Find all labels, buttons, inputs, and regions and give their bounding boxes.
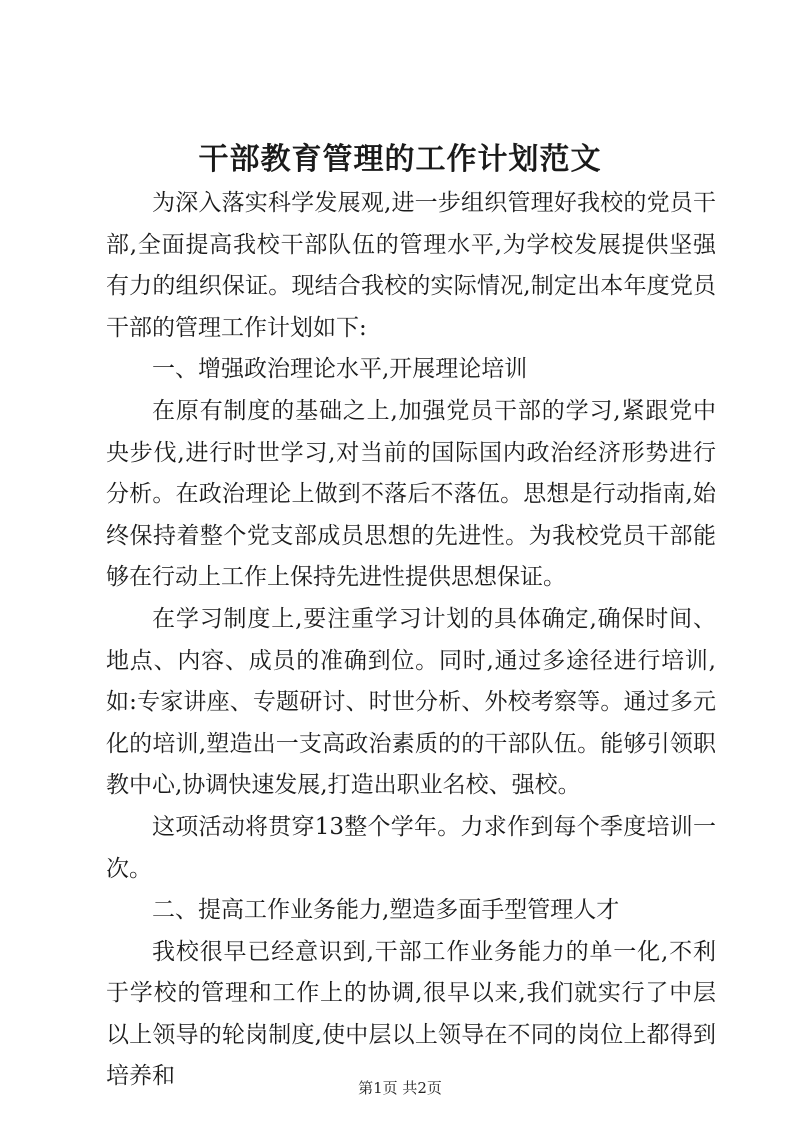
paragraph-activity-schedule: 这项活动将贯穿13整个学年。力求作到每个季度培训一次。	[106, 813, 716, 882]
section-heading-1: 一、增强政治理论水平,开展理论培训	[152, 356, 528, 383]
section-heading-2: 二、提高工作业务能力,塑造多面手型管理人才	[152, 897, 620, 924]
paragraph-intro: 为深入落实科学发展观,进一步组织管理好我校的党员干部,全面提高我校干部队伍的管理水平,为学校发展提供坚强有力的组织保证。现结合我校的实际情况,制定出本年度党员干部的管理工作计划如下:	[106, 190, 716, 341]
document-body	[106, 183, 716, 1098]
paragraph-job-rotation: 我校很早已经意识到,干部工作业务能力的单一化,不利于学校的管理和工作上的协调,很早以来,我们就实行了中层以上领导的轮岗制度,使中层以上领导在不同的岗位上都得到培养和	[106, 938, 716, 1090]
paragraph-study-system: 在学习制度上,要注重学习计划的具体确定,确保时间、地点、内容、成员的准确到位。同时,通过多途径进行培训,如:专家讲座、专题研讨、时世分析、外校考察等。通过多元化的培训,塑造出一支高政治素质的的干部队伍。能够引领职教中心,协调快速发展,打造出职业名校、强校。	[106, 605, 716, 799]
page-number-footer: 第1页 共2页	[358, 1079, 442, 1097]
document-title: 干部教育管理的工作计划范文	[198, 142, 602, 177]
paragraph-political-study: 在原有制度的基础之上,加强党员干部的学习,紧跟党中央步伐,进行时世学习,对当前的国际国内政治经济形势进行分析。在政治理论上做到不落后不落伍。思想是行动指南,始终保持着整个党支部成员思想的先进性。为我校党员干部能够在行动上工作上保持先进性提供思想保证。	[106, 397, 716, 591]
